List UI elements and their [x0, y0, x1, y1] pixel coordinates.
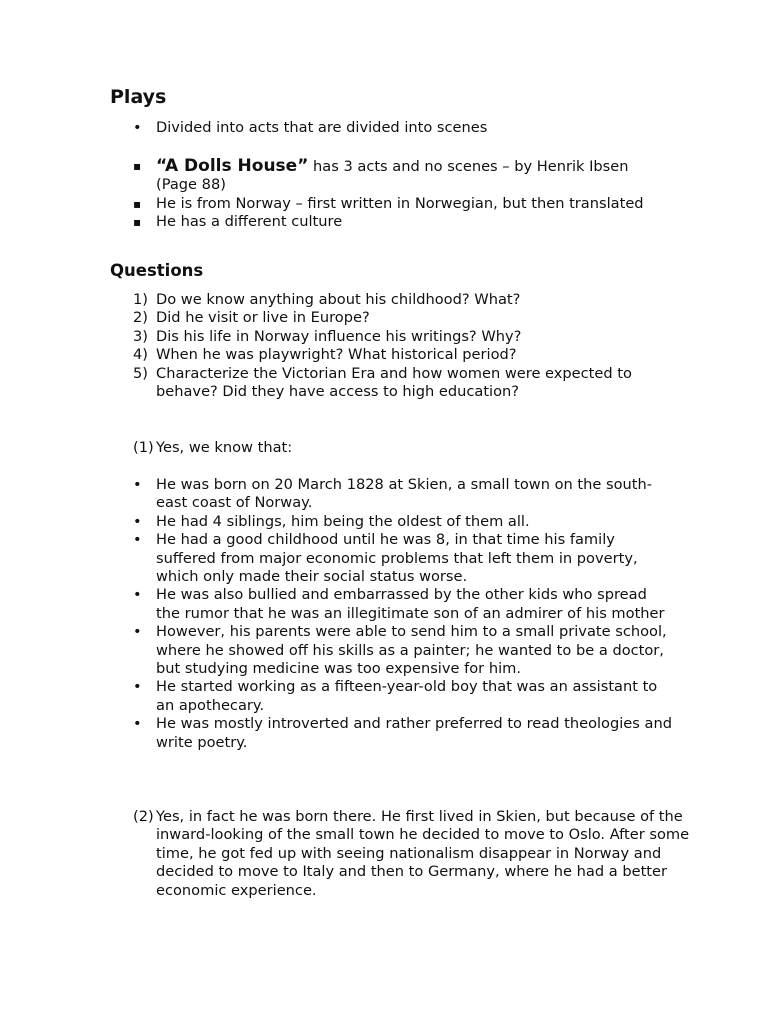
list-item — [133, 328, 673, 346]
list-item-text: Characterize the Victorian Era and how women were expected to behave? Did they have access to high education? — [156, 364, 632, 401]
questions-heading: Questions — [110, 261, 204, 280]
list-item — [133, 531, 673, 586]
plays-heading: Plays — [110, 86, 167, 108]
list-item-text: He had a good childhood until he was 8, in that time his family suffered from major economic problems that left them in poverty, which only made their social status worse. — [156, 531, 638, 586]
list-item-text: He was born on 20 March 1828 at Skien, a small town on the south-east coast of Norway. — [156, 476, 653, 512]
item-number: 3) — [133, 327, 148, 345]
list-item-text: He had 4 siblings, him being the oldest of them all. — [156, 512, 530, 530]
list-item — [133, 715, 673, 752]
paragraph-text: Yes, we know that: — [156, 439, 293, 456]
list-item — [133, 157, 673, 195]
play-title: “A Dolls House” — [156, 156, 309, 176]
list-item-text: Do we know anything about his childhood? What? — [156, 291, 521, 308]
list-item — [133, 119, 673, 137]
answer-2-paragraph — [133, 808, 696, 900]
list-item-text: When he was playwright? What historical period? — [156, 346, 517, 364]
list-item — [133, 365, 673, 402]
list-item-text: He has a different culture — [156, 213, 343, 231]
plays-intro-list — [133, 119, 673, 137]
list-item — [133, 623, 673, 678]
list-item-text: However, his parents were able to send him to a small private school, where he showed off his skills as a painter; he wanted to be a doctor, but studying medicine was too expensive for him. — [156, 623, 667, 678]
list-item-text: He was mostly introverted and rather preferred to read theologies and write poetry. — [156, 715, 672, 751]
list-item — [133, 476, 673, 513]
list-item-text: He is from Norway – first written in Norwegian, but then translated — [156, 194, 644, 212]
answer-1-intro — [133, 439, 696, 457]
list-item-text: Divided into acts that are divided into scenes — [156, 119, 488, 136]
list-item-text: Did he visit or live in Europe? — [156, 309, 370, 327]
list-item — [133, 678, 673, 715]
list-item — [133, 195, 673, 213]
list-item-text: Dis his life in Norway influence his writings? Why? — [156, 327, 522, 345]
item-number: (1) — [133, 439, 154, 456]
list-item — [133, 586, 673, 623]
list-item — [133, 346, 673, 364]
item-number: 2) — [133, 309, 148, 327]
list-item — [133, 309, 673, 327]
list-item-text: He was also bullied and embarrassed by the other kids who spread the rumor that he was an illegitimate son of an admirer of his mother — [156, 586, 665, 622]
list-item-text: has 3 acts and no scenes – by Henrik Ibsen (Page 88) — [156, 158, 629, 194]
plays-details-list — [133, 157, 673, 232]
item-number: 5) — [133, 364, 148, 382]
item-number: (2) — [133, 808, 154, 825]
list-item — [133, 213, 673, 231]
paragraph-text: Yes, in fact he was born there. He first lived in Skien, but because of the inward-looking of the small town he decided to move to Oslo. After some time, he got fed up with seeing nationalism disappear in Norway and decided to move to Italy and then to Germany, where he had a better economic experience. — [156, 808, 690, 899]
questions-list — [133, 291, 673, 401]
answer-1-list — [133, 476, 673, 752]
list-item — [133, 513, 673, 531]
list-item-text: He started working as a fifteen-year-old boy that was an assistant to an apothecary. — [156, 678, 658, 714]
item-number: 4) — [133, 346, 148, 364]
item-number: 1) — [133, 291, 148, 308]
list-item — [133, 291, 673, 309]
